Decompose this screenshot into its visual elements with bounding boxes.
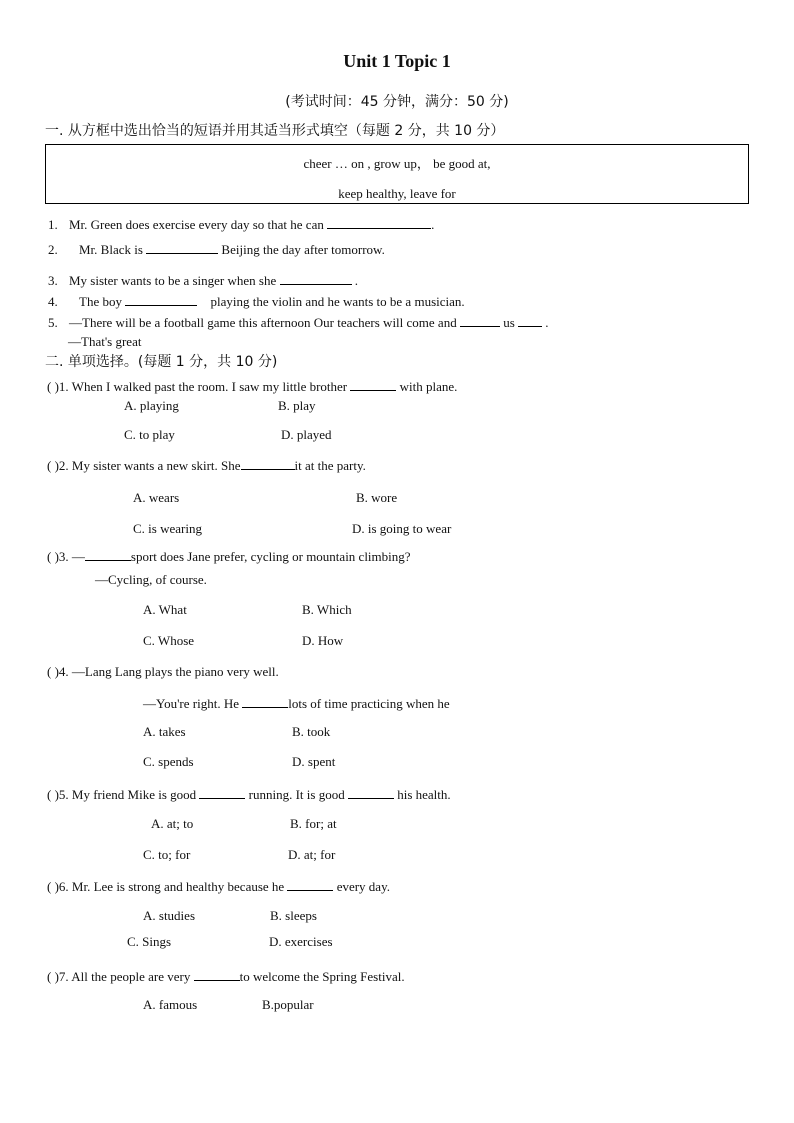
section1-heading: 一. 从方框中选出恰当的短语并用其适当形式填空（每题 2 分，共 10 分） xyxy=(45,123,505,139)
option-a[interactable]: A. takes xyxy=(143,724,186,739)
answer-blank xyxy=(348,786,394,799)
option-a[interactable]: A. playing xyxy=(124,398,179,413)
option-c[interactable]: C. Sings xyxy=(127,934,172,949)
option-a[interactable]: A. What xyxy=(143,602,187,617)
answer-blank[interactable] xyxy=(460,314,500,327)
answer-paren[interactable]: ( ) xyxy=(47,664,59,679)
option-d[interactable]: D. exercises xyxy=(269,934,333,949)
answer-paren[interactable]: ( ) xyxy=(47,787,59,802)
question-text-end: to welcome the Spring Festival. xyxy=(239,969,405,984)
mc-question-7 xyxy=(47,968,405,983)
option-b[interactable]: B. play xyxy=(278,398,316,413)
mc-question-6 xyxy=(47,878,390,893)
option-c[interactable]: C. is wearing xyxy=(133,521,202,536)
answer-paren[interactable]: ( ) xyxy=(47,879,59,894)
answer-blank[interactable] xyxy=(125,293,197,306)
item-text-end: . xyxy=(545,315,549,330)
mc-question-2 xyxy=(47,457,366,472)
item-number: 4. xyxy=(48,294,58,309)
option-d[interactable]: D. played xyxy=(281,427,332,442)
item-text: My sister wants to be a singer when she xyxy=(69,273,277,288)
answer-blank xyxy=(350,378,396,391)
question-text-end: sport does Jane prefer, cycling or mountain climbing? xyxy=(130,549,411,564)
question-text: 4. —Lang Lang plays the piano very well. xyxy=(58,664,279,679)
answer-blank[interactable] xyxy=(280,272,352,285)
answer-text: —You're right. He xyxy=(143,696,239,711)
item-number: 3. xyxy=(48,273,58,288)
answer-blank[interactable] xyxy=(518,314,542,327)
answer-text-end: lots of time practicing when he xyxy=(288,696,450,711)
fill-item-2 xyxy=(48,241,385,256)
item-text: Mr. Black is xyxy=(79,242,143,257)
fill-item-5-reply: —That's great xyxy=(68,334,142,349)
mc-question-3 xyxy=(47,548,411,563)
question-text-end: his health. xyxy=(397,787,451,802)
answer-paren[interactable]: ( ) xyxy=(47,969,59,984)
fill-item-4 xyxy=(48,293,465,308)
option-c[interactable]: C. to; for xyxy=(143,847,191,862)
answer-blank xyxy=(241,457,295,470)
answer-paren[interactable]: ( ) xyxy=(47,549,59,564)
question-text: 2. My sister wants a new skirt. She xyxy=(58,458,241,473)
item-text-end: . xyxy=(354,273,358,288)
item-number: 5. xyxy=(48,315,58,330)
fill-item-3 xyxy=(48,272,358,287)
item-text-end: . xyxy=(431,217,435,232)
option-c[interactable]: C. to play xyxy=(124,427,175,442)
answer-blank[interactable] xyxy=(327,216,431,229)
question-answer-line: —Cycling, of course. xyxy=(95,572,207,587)
answer-blank xyxy=(194,968,240,981)
item-text: Mr. Green does exercise every day so that he can xyxy=(69,217,324,232)
item-text-mid: us xyxy=(503,315,515,330)
question-text-end: with plane. xyxy=(399,379,458,394)
option-a[interactable]: A. famous xyxy=(143,997,198,1012)
phrase-box-line1: cheer … on , grow up， be good at, xyxy=(303,156,491,171)
item-number: 2. xyxy=(48,242,58,257)
item-text: The boy xyxy=(79,294,122,309)
answer-blank xyxy=(287,878,333,891)
question-text-end: it at the party. xyxy=(294,458,366,473)
answer-blank xyxy=(199,786,245,799)
section2-heading: 二. 单项选择。(每题 1 分，共 10 分) xyxy=(45,354,278,370)
question-text-mid: running. It is good xyxy=(248,787,345,802)
option-d[interactable]: D. is going to wear xyxy=(352,521,452,536)
phrase-box xyxy=(45,144,749,204)
option-d[interactable]: D. spent xyxy=(292,754,336,769)
option-c[interactable]: C. Whose xyxy=(143,633,195,648)
option-c[interactable]: C. spends xyxy=(143,754,194,769)
question-text-end: every day. xyxy=(336,879,390,894)
fill-item-5 xyxy=(48,314,549,329)
item-number: 1. xyxy=(48,217,58,232)
option-a[interactable]: A. wears xyxy=(133,490,180,505)
answer-paren[interactable]: ( ) xyxy=(47,379,59,394)
mc-question-4 xyxy=(47,665,279,678)
fill-item-1 xyxy=(48,216,434,231)
question-answer-line xyxy=(143,695,450,710)
question-text: 3. — xyxy=(58,549,85,564)
option-b[interactable]: B. Which xyxy=(302,602,352,617)
answer-blank xyxy=(242,695,288,708)
answer-blank[interactable] xyxy=(146,241,218,254)
answer-blank xyxy=(85,548,131,561)
question-text: 6. Mr. Lee is strong and healthy because he xyxy=(58,879,285,894)
page-title: Unit 1 Topic 1 xyxy=(343,51,451,71)
phrase-box-line2: keep healthy, leave for xyxy=(338,186,456,201)
option-b[interactable]: B. took xyxy=(292,724,331,739)
option-b[interactable]: B.popular xyxy=(262,997,314,1012)
option-d[interactable]: D. at; for xyxy=(288,847,336,862)
mc-question-5 xyxy=(47,786,451,801)
item-text: —There will be a football game this afternoon Our teachers will come and xyxy=(69,315,457,330)
question-text: 1. When I walked past the room. I saw my little brother xyxy=(58,379,348,394)
answer-paren[interactable]: ( ) xyxy=(47,458,59,473)
option-d[interactable]: D. How xyxy=(302,633,344,648)
question-text: 7. All the people are very xyxy=(58,969,191,984)
option-a[interactable]: A. studies xyxy=(143,908,195,923)
mc-question-1 xyxy=(47,378,457,393)
item-text-end: Beijing the day after tomorrow. xyxy=(221,242,385,257)
option-b[interactable]: B. wore xyxy=(356,490,398,505)
question-text: 5. My friend Mike is good xyxy=(58,787,197,802)
item-text-end: playing the violin and he wants to be a musician. xyxy=(210,294,465,309)
option-b[interactable]: B. sleeps xyxy=(270,908,317,923)
option-a[interactable]: A. at; to xyxy=(151,816,194,831)
option-b[interactable]: B. for; at xyxy=(290,816,337,831)
exam-info: (考试时间：45 分钟，满分：50 分) xyxy=(285,94,509,110)
